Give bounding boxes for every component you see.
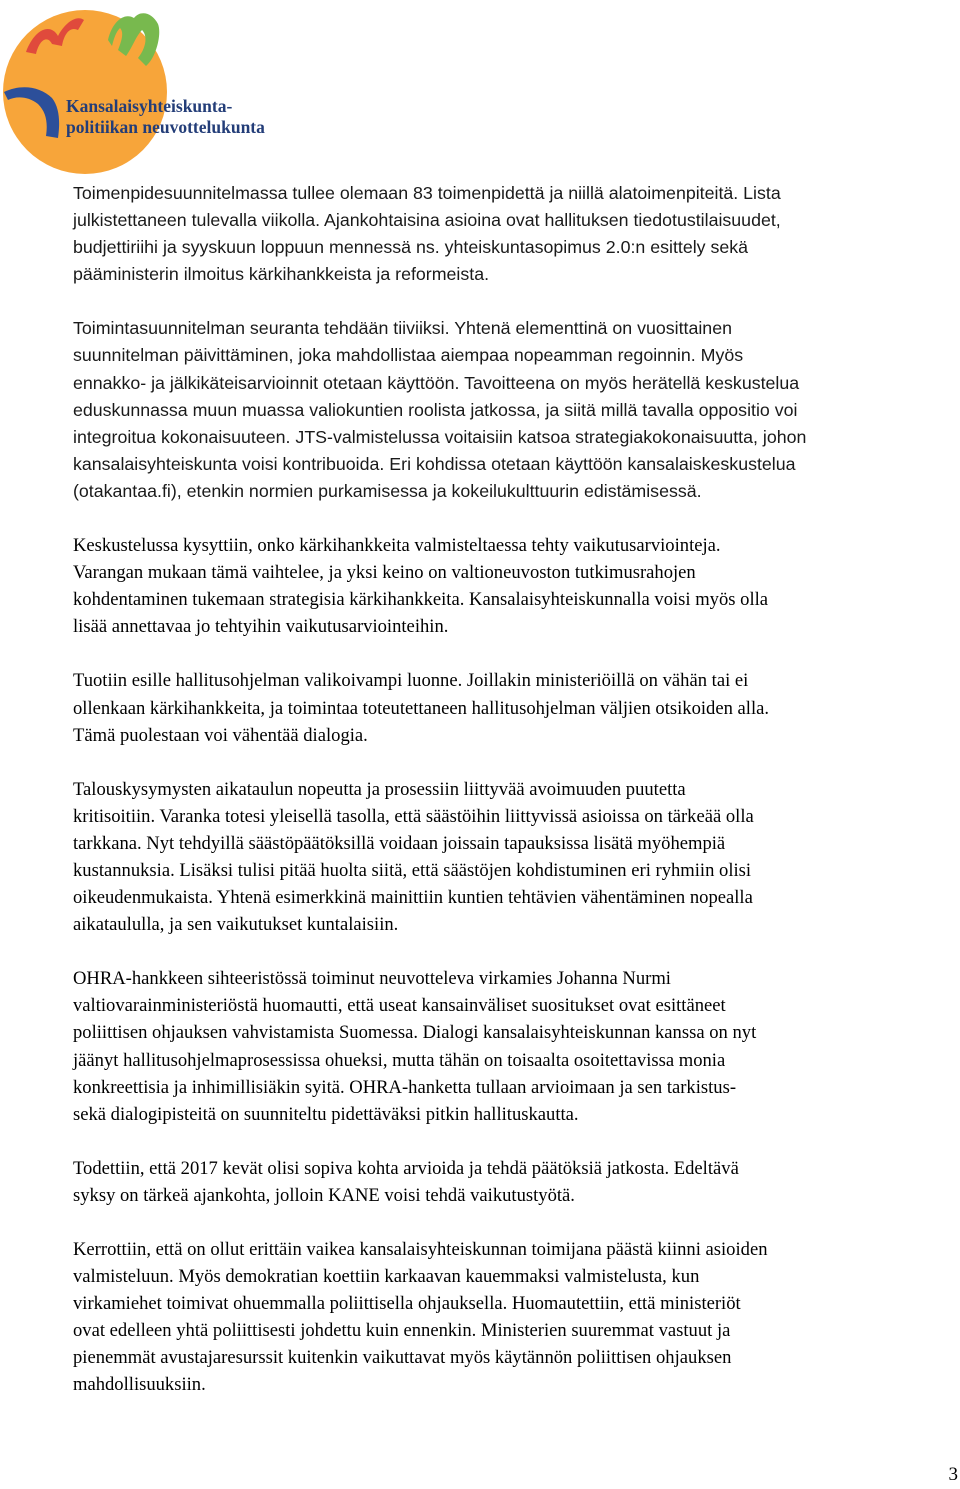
text-line: ennakko- ja jälkikäteisarvioinnit otetaan käyttöön. Tavoitteena on myös herätellä keskustelua [73, 372, 800, 393]
text-line: lisää annettavaa jo tehtyihin vaikutusarviointeihin. [73, 616, 449, 638]
text-line: OHRA-hankkeen sihteeristössä toiminut neuvotteleva virkamies Johanna Nurmi [73, 968, 671, 990]
text-line: jäänyt hallitusohjelmaprosessissa ohueksi, mutta tähän on toisaalta osoitettavissa monia [73, 1049, 726, 1071]
text-line: valmisteluun. Myös demokratian koettiin karkaavan kauemmaksi valmistelusta, kun [73, 1266, 700, 1288]
text-line: konkreettisia ja inhimillisiäkin syitä. OHRA-hanketta tullaan arvioimaan ja sen tarkistus- [73, 1076, 737, 1098]
logo-graphic [0, 0, 280, 175]
text-line: budjettiriihi ja syyskuun loppuun mennessä ns. yhteiskuntasopimus 2.0:n esittely sekä [73, 237, 749, 258]
text-line: aikataululla, ja sen vaikutukset kuntalaisiin. [73, 914, 399, 936]
text-line: (otakantaa.fi), etenkin normien purkamisessa ja kokeilukulttuurin edistämisessä. [73, 480, 702, 501]
text-line: pienemmät avustajaresurssit kuitenkin vaikuttavat myös käytännön poliittisen ohjauksen [73, 1347, 732, 1369]
text-line: valtiovarainministeriöstä huomautti, että useat kansainväliset suositukset ovat esittäneet [73, 995, 726, 1017]
paragraph-5 [73, 776, 960, 939]
text-line: eduskunnassa muun muassa valiokuntien roolista jatkossa, ja siitä millä tavalla oppositio voi [73, 399, 798, 420]
text-line: sekä dialogipisteitä on suunniteltu pidettäväksi pitkin hallituskautta. [73, 1103, 579, 1125]
text-line: mahdollisuuksiin. [73, 1374, 206, 1396]
text-line: Toimenpidesuunnitelmassa tullee olemaan 83 toimenpidettä ja niillä alatoimenpiteitä. Lista [73, 183, 781, 203]
paragraph-4 [73, 667, 960, 748]
text-line: suunnitelman päivittäminen, joka mahdollistaa aiempaa nopeamman regoinnin. Myös [73, 345, 744, 366]
text-line: Toimintasuunnitelman seuranta tehdään tiiviiksi. Yhtenä elementtinä on vuosittainen [73, 318, 732, 339]
text-line: kansalaisyhteiskunta voisi kontribuoida. Eri kohdissa otetaan käyttöön kansalaiskeskustelua [73, 453, 796, 474]
text-line: pääministerin ilmoitus kärkihankkeista ja reformeista. [73, 264, 490, 285]
paragraph-2 [73, 315, 960, 505]
text-line: julkistettaneen tulevalla viikolla. Ajankohtaisina asioina ovat hallituksen tiedotustilaisuudet, [73, 210, 781, 231]
text-line: kustannuksia. Lisäksi tulisi pitää huolta siitä, että säästöjen kohdistuminen eri ryhmiin olisi [73, 859, 752, 881]
text-line: Keskustelussa kysyttiin, onko kärkihankkeita valmisteltaessa tehty vaikutusarviointeja. [73, 535, 721, 557]
text-line: Tämä puolestaan voi vähentää dialogia. [73, 724, 368, 746]
text-line: poliittisen ohjauksen vahvistamista Suomessa. Dialogi kansalaisyhteiskunnan kanssa on nyt [73, 1022, 757, 1044]
text-line: integroitua kokonaisuuteen. JTS-valmistelussa voitaisiin katsoa strategiakokonaisuutta, johon [73, 426, 807, 447]
document-body [73, 180, 960, 1426]
text-line: ollenkaan kärkihankkeita, ja toimintaa toteutettaneen hallitusohjelman väljien otsikoiden alla. [73, 697, 770, 719]
page-number: 3 [948, 1464, 958, 1485]
organization-logo [0, 0, 280, 175]
text-line: kritisoitiin. Varanka totesi yleisellä tasolla, että säästöihin liittyvissä asioissa on tärkeää olla [73, 805, 754, 827]
paragraph-3 [73, 532, 960, 640]
text-line: virkamiehet toimivat ohuemmalla poliittisella ohjauksella. Huomautettiin, että ministeriöt [73, 1293, 741, 1315]
logo-line-1: Kansalaisyhteiskunta- [66, 96, 233, 116]
paragraph-6 [73, 965, 960, 1128]
logo-line-2: politiikan neuvottelukunta [66, 117, 265, 137]
paragraph-8 [73, 1236, 960, 1399]
text-line: Tuotiin esille hallitusohjelman valikoivampi luonne. Joillakin ministeriöillä on vähän tai ei [73, 670, 749, 692]
text-line: Varangan mukaan tämä vaihtelee, ja yksi keino on valtioneuvoston tutkimusrahojen [73, 562, 696, 584]
text-line: tarkkana. Nyt tehdyillä säästöpäätöksillä voidaan joissain tapauksissa lisätä myöhempiä [73, 832, 726, 854]
paragraph-1 [73, 180, 960, 288]
text-line: ovat edelleen yhtä poliittisesti johdettu kuin ennenkin. Ministerien suuremmat vastuut ja [73, 1320, 731, 1342]
text-line: Kerrottiin, että on ollut erittäin vaikea kansalaisyhteiskunnan toimijana päästä kiinni asioiden [73, 1239, 768, 1260]
text-line: Talouskysymysten aikataulun nopeutta ja prosessiin liittyvää avoimuuden puutetta [73, 778, 686, 800]
logo-wordmark [66, 96, 265, 138]
text-line: syksy on tärkeä ajankohta, jolloin KANE voisi tehdä vaikutustyötä. [73, 1184, 575, 1206]
paragraph-7 [73, 1155, 960, 1209]
text-line: Todettiin, että 2017 kevät olisi sopiva kohta arvioida ja tehdä päätöksiä jatkosta. Edeltävä [73, 1157, 739, 1179]
text-line: oikeudenmukaista. Yhtenä esimerkkinä mainittiin kuntien tehtävien vähentäminen nopealla [73, 887, 753, 909]
text-line: kohdentaminen tukemaan strategisia kärkihankkeita. Kansalaisyhteiskunnalla voisi myös olla [73, 589, 769, 611]
